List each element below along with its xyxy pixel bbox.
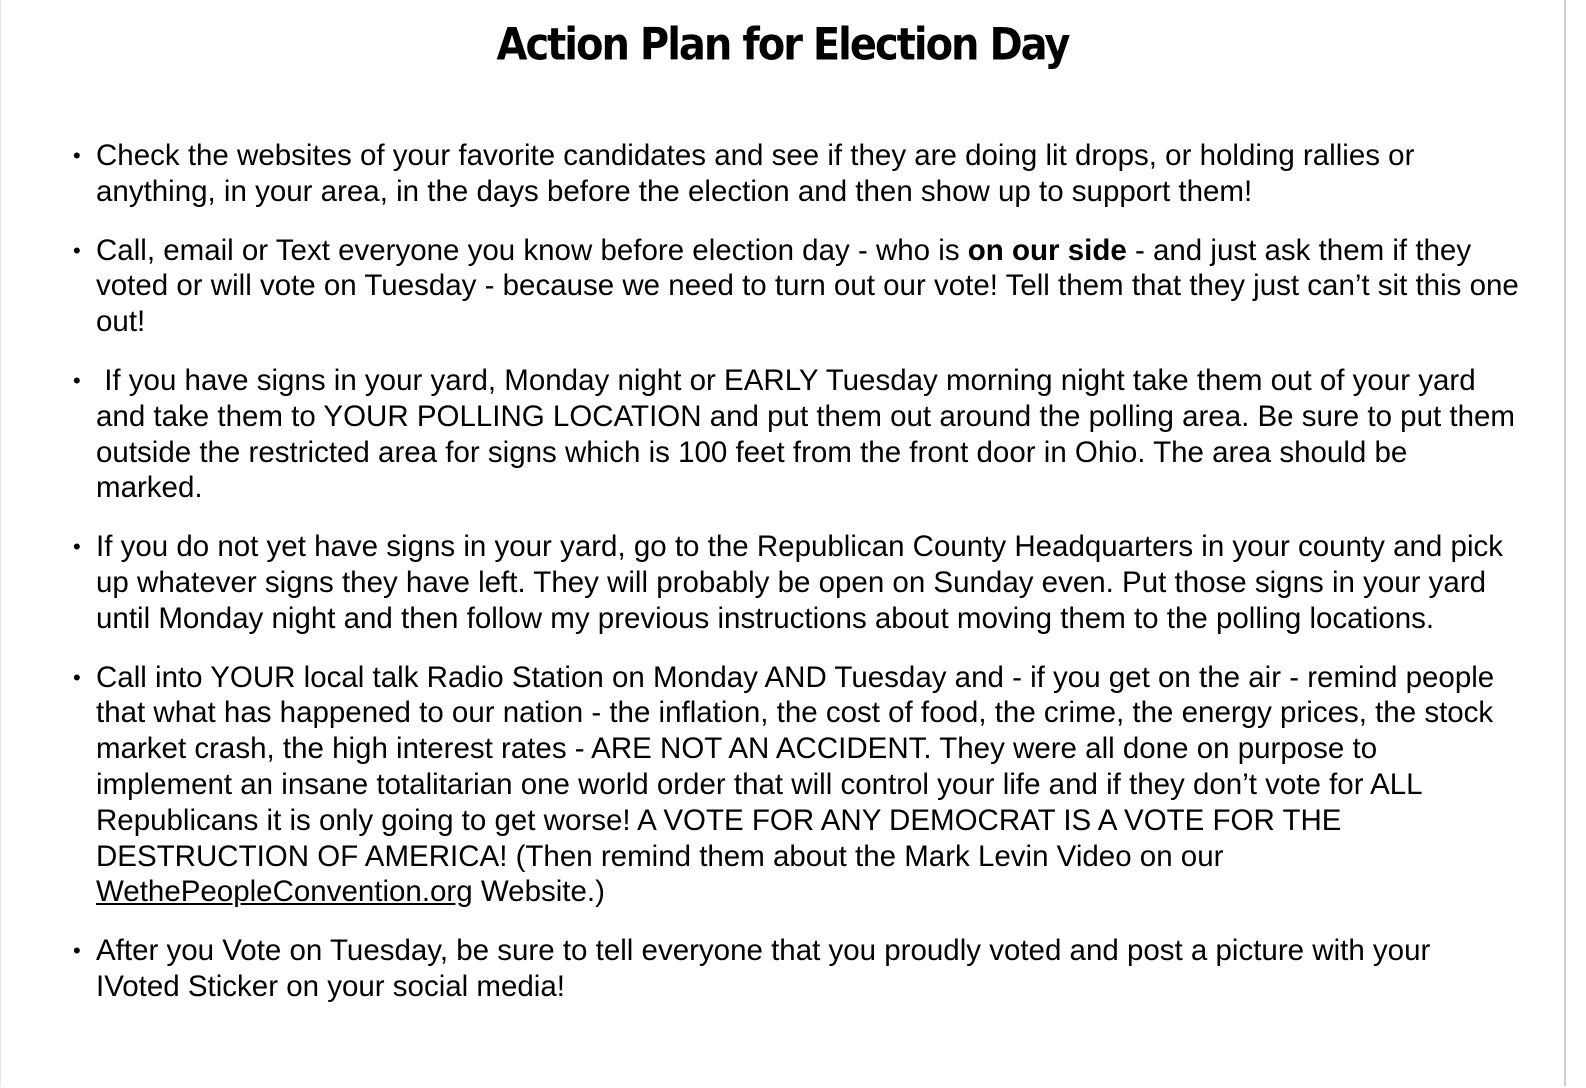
list-item-call-email xyxy=(1,233,1521,340)
list-item-text: - and just ask them if they voted or will vote on Tuesday - because we need to turn out our vote! Tell them that they just can’t sit this one out! xyxy=(96,233,1519,339)
list-item-text: Website.) xyxy=(472,875,605,909)
list-item-radio xyxy=(1,660,1521,911)
list-item-text: Call into YOUR local talk Radio Station on Monday AND Tuesday and - if you get on the air - remind people that what has happened to our nation - the inflation, the cost of food, the crime, the energy prices, the stock market crash, the high interest rates - ARE NOT AN ACCIDENT. They were all done on purpose to implement an insane totalitarian one world order that will control your life and if they don’t vote for ALL Republicans it is only going to get worse! A VOTE FOR ANY DEMOCRAT IS A VOTE FOR THE DESTRUCTION OF AMERICA! (Then remind them about the Mark Levin Video on our xyxy=(96,660,1495,873)
action-list xyxy=(1,138,1524,1028)
list-item-get-signs xyxy=(1,529,1521,636)
list-item-text: If you do not yet have signs in your yard, go to the Republican County Headquarters in your county and pick up whatever signs they have left. They will probably be open on Sunday even. Put those signs in your yard until Monday night and then follow my previous instructions about moving them to the polling locations. xyxy=(96,530,1503,635)
list-item-text: If you have signs in your yard, Monday night or EARLY Tuesday morning night take them out of your yard and take them to YOUR POLLING LOCATION and put them out around the polling area. Be sure to put them outside the restricted area for signs which is 100 feet from the front door in Ohio. The area should be marked. xyxy=(96,363,1524,505)
list-item-text: After you Vote on Tuesday, be sure to tell everyone that you proudly voted and post a picture with your IVoted Sticker on your social media! xyxy=(96,934,1431,1003)
list-item-after-vote xyxy=(1,933,1521,1005)
bullet-icon: • xyxy=(73,938,81,964)
list-item-text: Check the websites of your favorite candidates and see if they are doing lit drops, or holding rallies or anything, in your area, in the days before the election and then show up to support them! xyxy=(96,139,1415,208)
list-item-text: Call, email or Text everyone you know before election day - who is xyxy=(96,233,968,267)
website-link[interactable]: WethePeopleConvention.org xyxy=(96,875,473,909)
emphasis-text: on our side xyxy=(967,233,1127,267)
bullet-icon: • xyxy=(73,664,81,690)
bullet-icon: • xyxy=(73,143,81,168)
bullet-icon: • xyxy=(73,367,81,393)
bullet-icon: • xyxy=(73,534,81,560)
bullet-icon: • xyxy=(73,237,81,263)
page-title: Action Plan for Election Day xyxy=(496,19,1069,71)
list-item-move-signs xyxy=(1,363,1524,506)
list-item-websites xyxy=(1,138,1521,210)
